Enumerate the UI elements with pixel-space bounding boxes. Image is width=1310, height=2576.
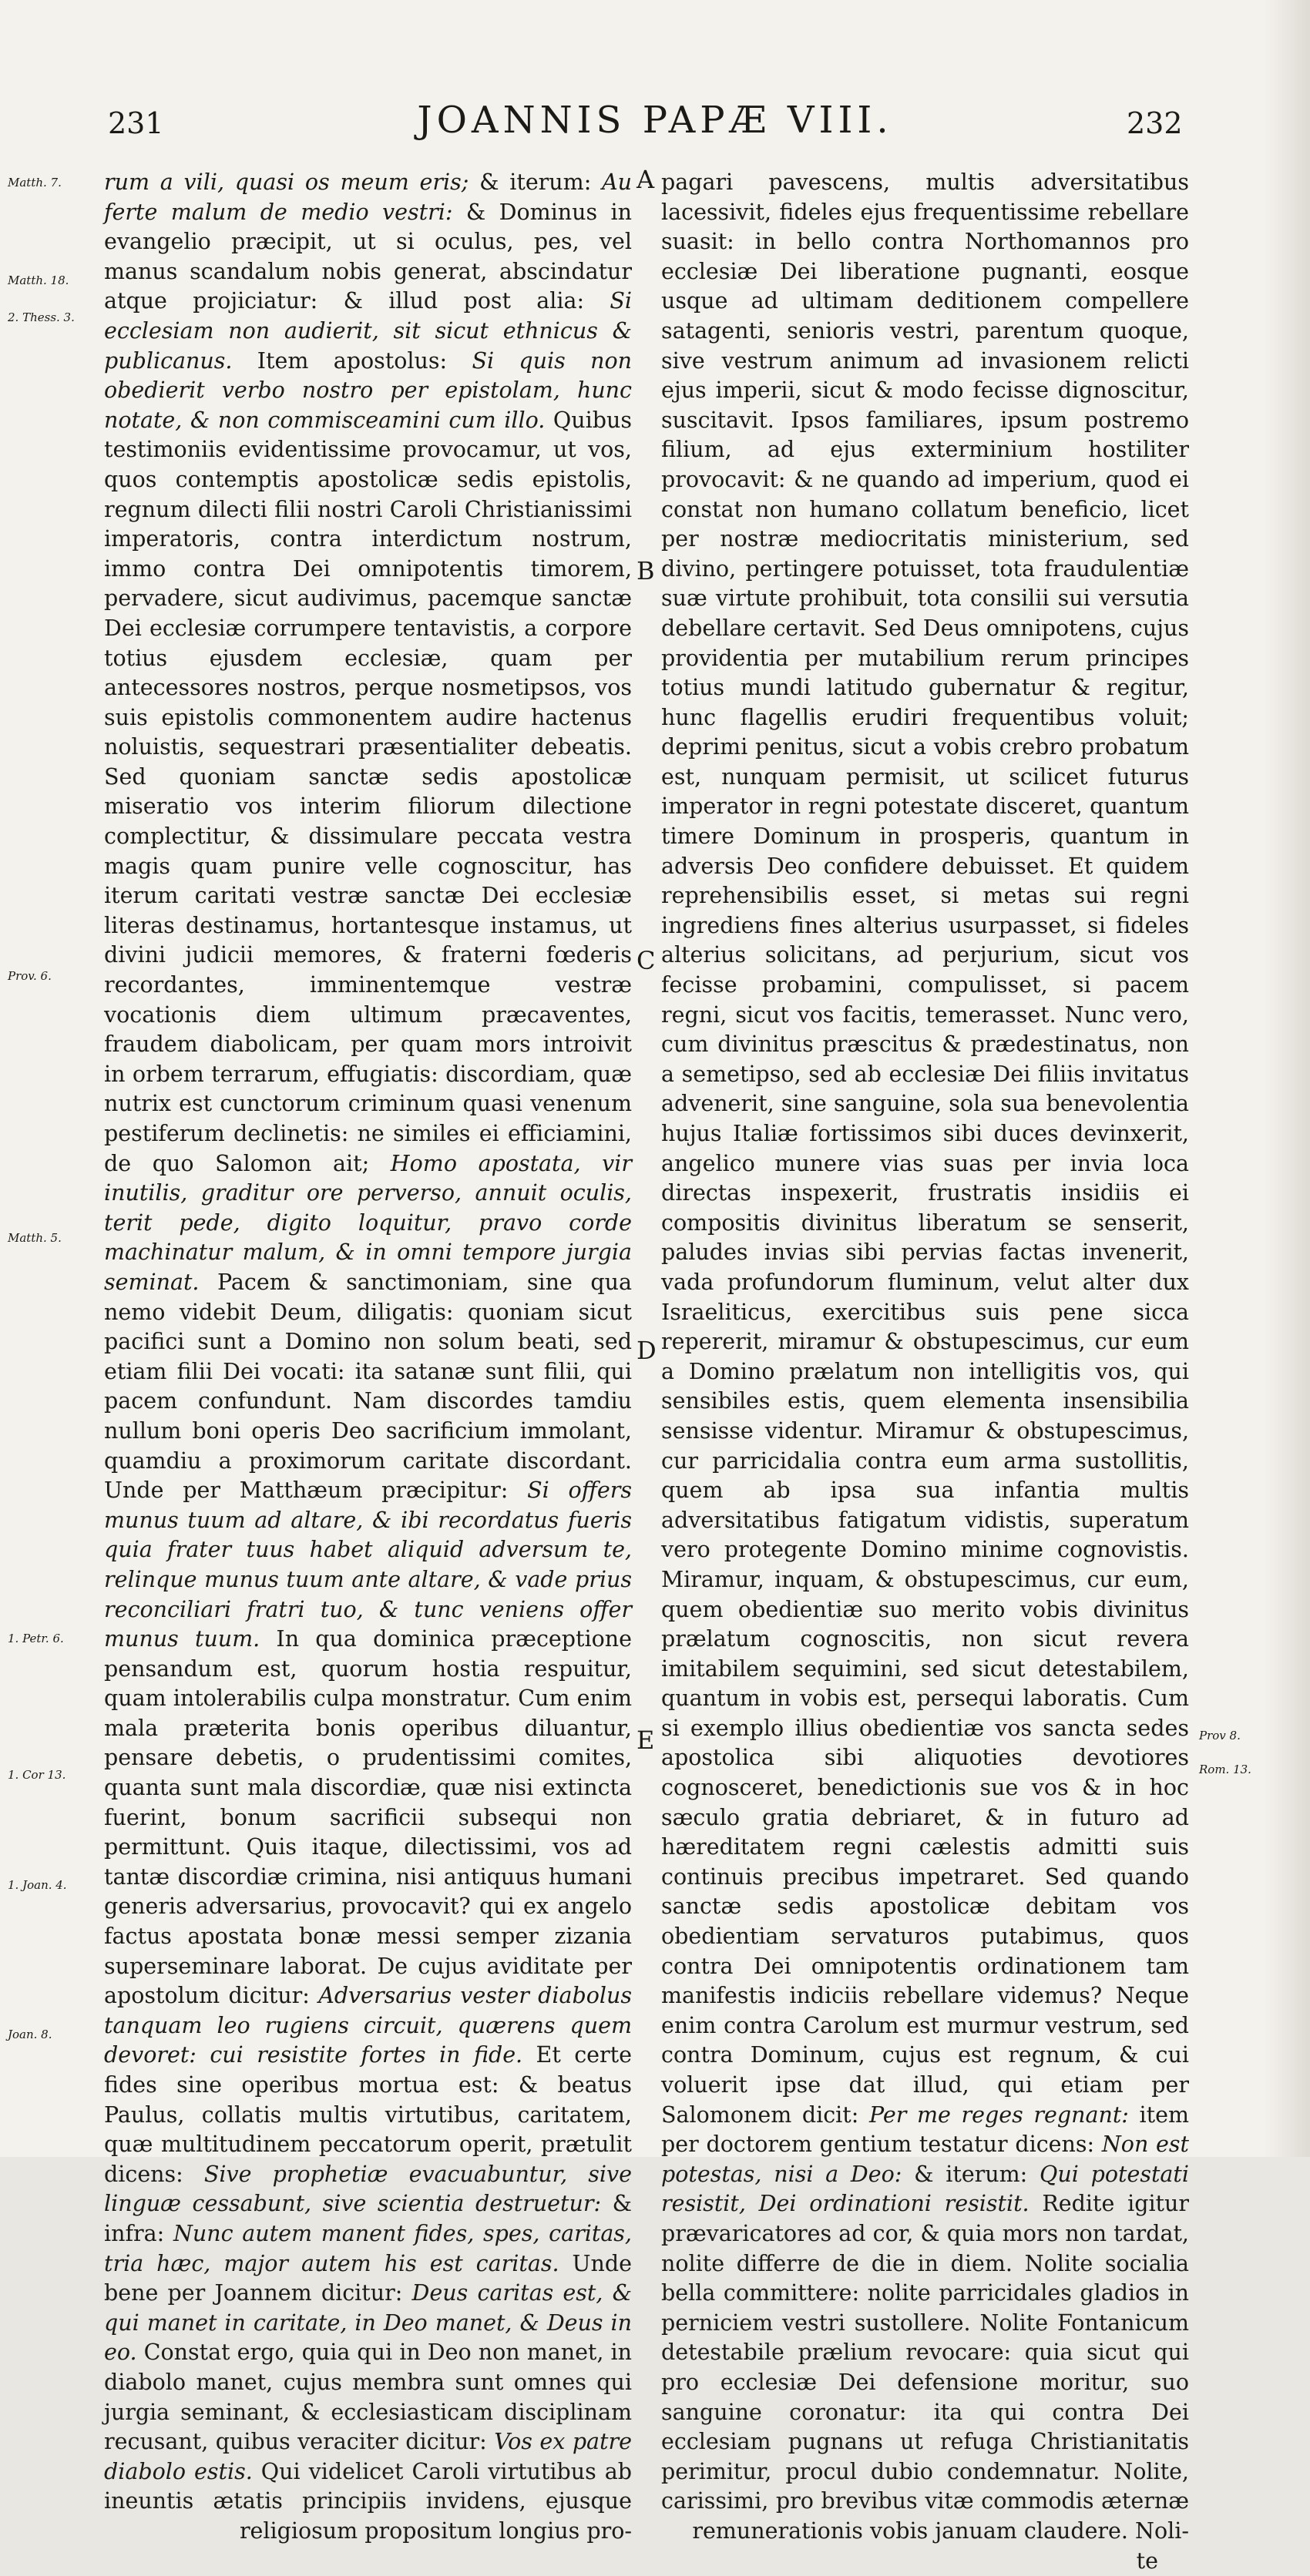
catchword: te: [661, 2547, 1189, 2576]
scripture-quote: Nunc autem manent fides, spes, caritas, tria hæc, major autem his est caritas.: [104, 2221, 632, 2276]
scripture-quote: Qui potestati resistit, Dei ordinationi resistit.: [661, 2162, 1189, 2217]
page-number-left: 231: [108, 106, 164, 140]
scripture-quote: rum a vili, quasi os meum eris;: [104, 169, 469, 195]
scripture-quote: Si ecclesiam non audierit, sit sicut ethnicus & publicanus.: [104, 288, 632, 373]
margin-reference: Joan. 8.: [8, 2028, 52, 2041]
scripture-quote: Deus caritas est, & qui manet in caritate, in Deo manet, & Deus in eo.: [104, 2280, 632, 2365]
scripture-quote: Per me reges regnant:: [869, 2102, 1129, 2128]
scripture-quote: Non est potestas, nisi a Deo:: [661, 2132, 1189, 2187]
section-letter: E: [637, 1726, 654, 1755]
text-column-right: [661, 168, 1189, 2576]
scripture-quote: Sive prophetiæ evacuabuntur, sive linguæ cessabunt, sive scientia destruetur:: [104, 2162, 632, 2217]
running-title: JOANNIS PAPÆ VIII.: [0, 99, 1310, 142]
scripture-quote: Vos ex patre diabolo estis.: [104, 2429, 632, 2484]
margin-reference: Matth. 18.: [8, 273, 69, 287]
scripture-quote: Si quis non obedierit verbo nostro per epistolam, hunc notate, & non commisceamini cum illo.: [104, 348, 632, 433]
margin-reference: 1. Petr. 6.: [8, 1632, 64, 1645]
scripture-quote: Homo apostata, vir inutilis, graditur ore perverso, annuit oculis, terit pede, digito loquitur, pravo corde machinatur malum, & in omni tempore jurgia seminat.: [104, 1151, 632, 1295]
section-letter: C: [637, 946, 655, 975]
scripture-quote: Au ferte malum de medio vestri:: [104, 169, 632, 225]
text-column-left: [104, 168, 632, 2547]
margin-reference: 1. Cor 13.: [8, 1768, 66, 1782]
margin-reference: Rom. 13.: [1199, 1763, 1251, 1776]
margin-reference: Prov. 6.: [8, 969, 52, 983]
margin-reference: Matth. 7.: [8, 176, 62, 190]
scripture-quote: Si offers munus tuum ad altare, & ibi recordatus fueris quia frater tuus habet aliquid adversum te, relinque munus tuum ante altare, & vade prius reconciliari fratri tuo, & tunc veniens offer munus tuum.: [104, 1478, 632, 1652]
paragraph: rum a vili, quasi os meum eris; & iterum: Au ferte malum de medio vestri: & Dominus in evangelio præcipit, ut si oculus, pes, vel manus scandalum nobis generat, abscindatur atque projiciatur: & illud post alia: Si ecclesiam non audierit, sit sicut ethnicus & publicanus. Item apostolus: Si quis non obedierit verbo nostro per epistolam, hunc notate, & non commisceamini cum illo. Quibus testimoniis evidentissime provocamur, ut vos, quos contemptis apostolicæ sedis epistolis, regnum dilecti filii nostri Caroli Christianissimi imperatoris, contra interdictum nostrum, immo contra Dei omnipotentis timorem, pervadere, sicut audivimus, pacemque sanctæ Dei ecclesiæ corrumpere tentavistis, a corpore totius ejusdem ecclesiæ, quam per antecessores nostros, perque nosmetipsos, vos suis epistolis commonentem audire hactenus noluistis, sequestrari præsentialiter debeatis. Sed quoniam sanctæ sedis apostolicæ miseratio vos interim filiorum dilectione complectitur, & dissimulare peccata vestra magis quam punire velle cognoscitur, has iterum caritati vestræ sanctæ Dei ecclesiæ literas destinamus, hortantesque instamus, ut divini judicii memores, & fraterni fœderis recordantes, imminentemque vestræ vocationis diem ultimum præcaventes, fraudem diabolicam, per quam mors introivit in orbem terrarum, effugiatis: discordiam, quæ nutrix est cunctorum criminum quasi venenum pestiferum declinetis: ne similes ei efficiamini, de quo Salomon ait; Homo apostata, vir inutilis, graditur ore perverso, annuit oculis, terit pede, digito loquitur, pravo corde machinatur malum, & in omni tempore jurgia seminat. Pacem & sanctimoniam, sine qua nemo videbit Deum, diligatis: quoniam sicut pacifici sunt a Domino non solum beati, sed etiam filii Dei vocati: ita satanæ sunt filii, qui pacem confundunt. Nam discordes tamdiu nullum boni operis Deo sacrificium immolant, quamdiu a proximorum caritate discordant. Unde per Matthæum præcipitur: Si offers munus tuum ad altare, & ibi recordatus fueris quia frater tuus habet aliquid adversum te, relinque munus tuum ante altare, & vade prius reconciliari fratri tuo, & tunc veniens offer munus tuum. In qua dominica præceptione pensandum est, quorum hostia respuitur, quam intolerabilis culpa monstratur. Cum enim mala præterita bonis operibus diluantur, pensare debetis, o prudentissimi comites, quanta sunt mala discordiæ, quæ nisi extincta fuerint, bonum sacrificii subsequi non permittunt. Quis itaque, dilectissimi, vos ad tantæ discordiæ crimina, nisi antiquus humani generis adversarius, provocavit? qui ex angelo factus apostata bonæ messi semper zizania superseminare laborat. De cujus aviditate per apostolum dicitur: Adversarius vester diabolus tanquam leo rugiens circuit, quærens quem devoret: cui resistite fortes in fide. Et certe fides sine operibus mortua est: & beatus Paulus, collatis multis virtutibus, caritatem, quæ multitudinem peccatorum operit, prætulit dicens: Sive prophetiæ evacuabuntur, sive linguæ cessabunt, sive scientia destruetur: & infra: Nunc autem manent fides, spes, caritas, tria hæc, major autem his est caritas. Unde bene per Joannem dicitur: Deus caritas est, & qui manet in caritate, in Deo manet, & Deus in eo. Constat ergo, quia qui in Deo non manet, in diabolo manet, cujus membra sunt omnes qui jurgia seminant, & ecclesiasticam disciplinam recusant, quibus veraciter dicitur: Vos ex patre diabolo estis. Qui videlicet Caroli virtutibus ab ineuntis ætatis principiis invidens, ejusque religiosum propositum longius pro-: [104, 168, 632, 2547]
running-header: [0, 99, 1310, 160]
section-letter: B: [637, 556, 655, 585]
margin-reference: 2. Thess. 3.: [8, 310, 75, 324]
section-letter: D: [637, 1336, 657, 1365]
paragraph: pagari pavescens, multis adversitatibus lacessivit, fideles ejus frequentissime rebellare suasit: in bello contra Northomannos pro ecclesiæ Dei liberatione pugnanti, eosque usque ad ultimam deditionem compellere satagenti, senioris vestri, parentum quoque, sive vestrum animum ad invasionem relicti ejus imperii, sicut & modo fecisse dignoscitur, suscitavit. Ipsos familiares, ipsum postremo filium, ad ejus exterminium hostiliter provocavit: & ne quando ad imperium, quod ei constat non humano collatum beneficio, licet per nostræ mediocritatis ministerium, sed divino, pertingere potuisset, tota fraudulentiæ suæ virtute prohibuit, tota consilii sui versutia debellare certavit. Sed Deus omnipotens, cujus providentia per mutabilium rerum principes totius mundi latitudo gubernatur & regitur, hunc flagellis erudiri frequentibus voluit; deprimi penitus, sicut a vobis crebro probatum est, nunquam permisit, ut scilicet futurus imperator in regni potestate disceret, quantum timere Dominum in prosperis, quantum in adversis Deo confidere debuisset. Et quidem reprehensibilis esset, si metas sui regni ingrediens fines alterius usurpasset, si fideles alterius solicitans, ad perjurium, sicut vos fecisse probamini, compulisset, si pacem regni, sicut vos facitis, temerasset. Nunc vero, cum divinitus præscitus & prædestinatus, non a semetipso, sed ab ecclesiæ Dei filiis invitatus advenerit, sine sanguine, sola sua benevolentia hujus Italiæ fortissimos sibi duces devinxerit, angelico munere vias suas per invia loca directas inspexerit, frustratis insidiis ei compositis divinitus liberatum se senserit, paludes invias sibi pervias factas invenerit, vada profundorum fluminum, velut alter dux Israeliticus, exercitibus suis pene sicca repererit, miramur & obstupescimus, cur eum a Domino prælatum non intelligitis vos, qui sensibiles estis, quem elementa insensibilia sensisse videntur. Miramur & obstupescimus, cur parricidalia contra eum arma sustollitis, quem ab ipsa sua infantia multis adversitatibus fatigatum vidistis, superatum vero protegente Domino minime cognovistis. Miramur, inquam, & obstupescimus, cur eum, quem obedientiæ suo merito vobis divinitus prælatum cognoscitis, non sicut revera imitabilem sequimini, sed sicut detestabilem, quantum in vobis est, persequi laboratis. Cum si exemplo illius obedientiæ vos sancta sedes apostolica sibi aliquoties devotiores cognosceret, benedictionis sue vos & in hoc sæculo gratia debriaret, & in futuro ad hæreditatem regni cælestis admitti suis continuis precibus impetraret. Sed quando sanctæ sedis apostolicæ debitam vos obedientiam servaturos putabimus, quos contra Dei omnipotentis ordinationem tam manifestis indiciis rebellare videmus? Neque enim contra Carolum est murmur vestrum, sed contra Dominum, cujus est regnum, & cui voluerit ipse dat illud, qui etiam per Salomonem dicit: Per me reges regnant: item per doctorem gentium testatur dicens: Non est potestas, nisi a Deo: & iterum: Qui potestati resistit, Dei ordinationi resistit. Redite igitur prævaricatores ad cor, & quia mors non tardat, nolite differre de die in diem. Nolite socialia bella committere: nolite parricidales gladios in perniciem vestri sustollere. Nolite Fontanicum detestabile prælium revocare: quia sicut qui pro ecclesiæ Dei defensione moritur, suo sanguine coronatur: ita qui contra Dei ecclesiam pugnans ut refuga Christianitatis perimitur, procul dubio condemnatur. Nolite, carissimi, pro brevibus vitæ commodis æternæ remunerationis vobis januam claudere. Noli-: [661, 168, 1189, 2547]
scripture-quote: Adversarius vester diabolus tanquam leo rugiens circuit, quærens quem devoret: cui resistite fortes in fide.: [104, 1983, 632, 2068]
margin-reference: Matth. 5.: [8, 1231, 62, 1245]
page-number-right: 232: [1127, 106, 1183, 140]
margin-reference: Prov 8.: [1199, 1729, 1241, 1742]
section-letter: A: [637, 165, 654, 194]
margin-reference: 1. Joan. 4.: [8, 1878, 67, 1892]
